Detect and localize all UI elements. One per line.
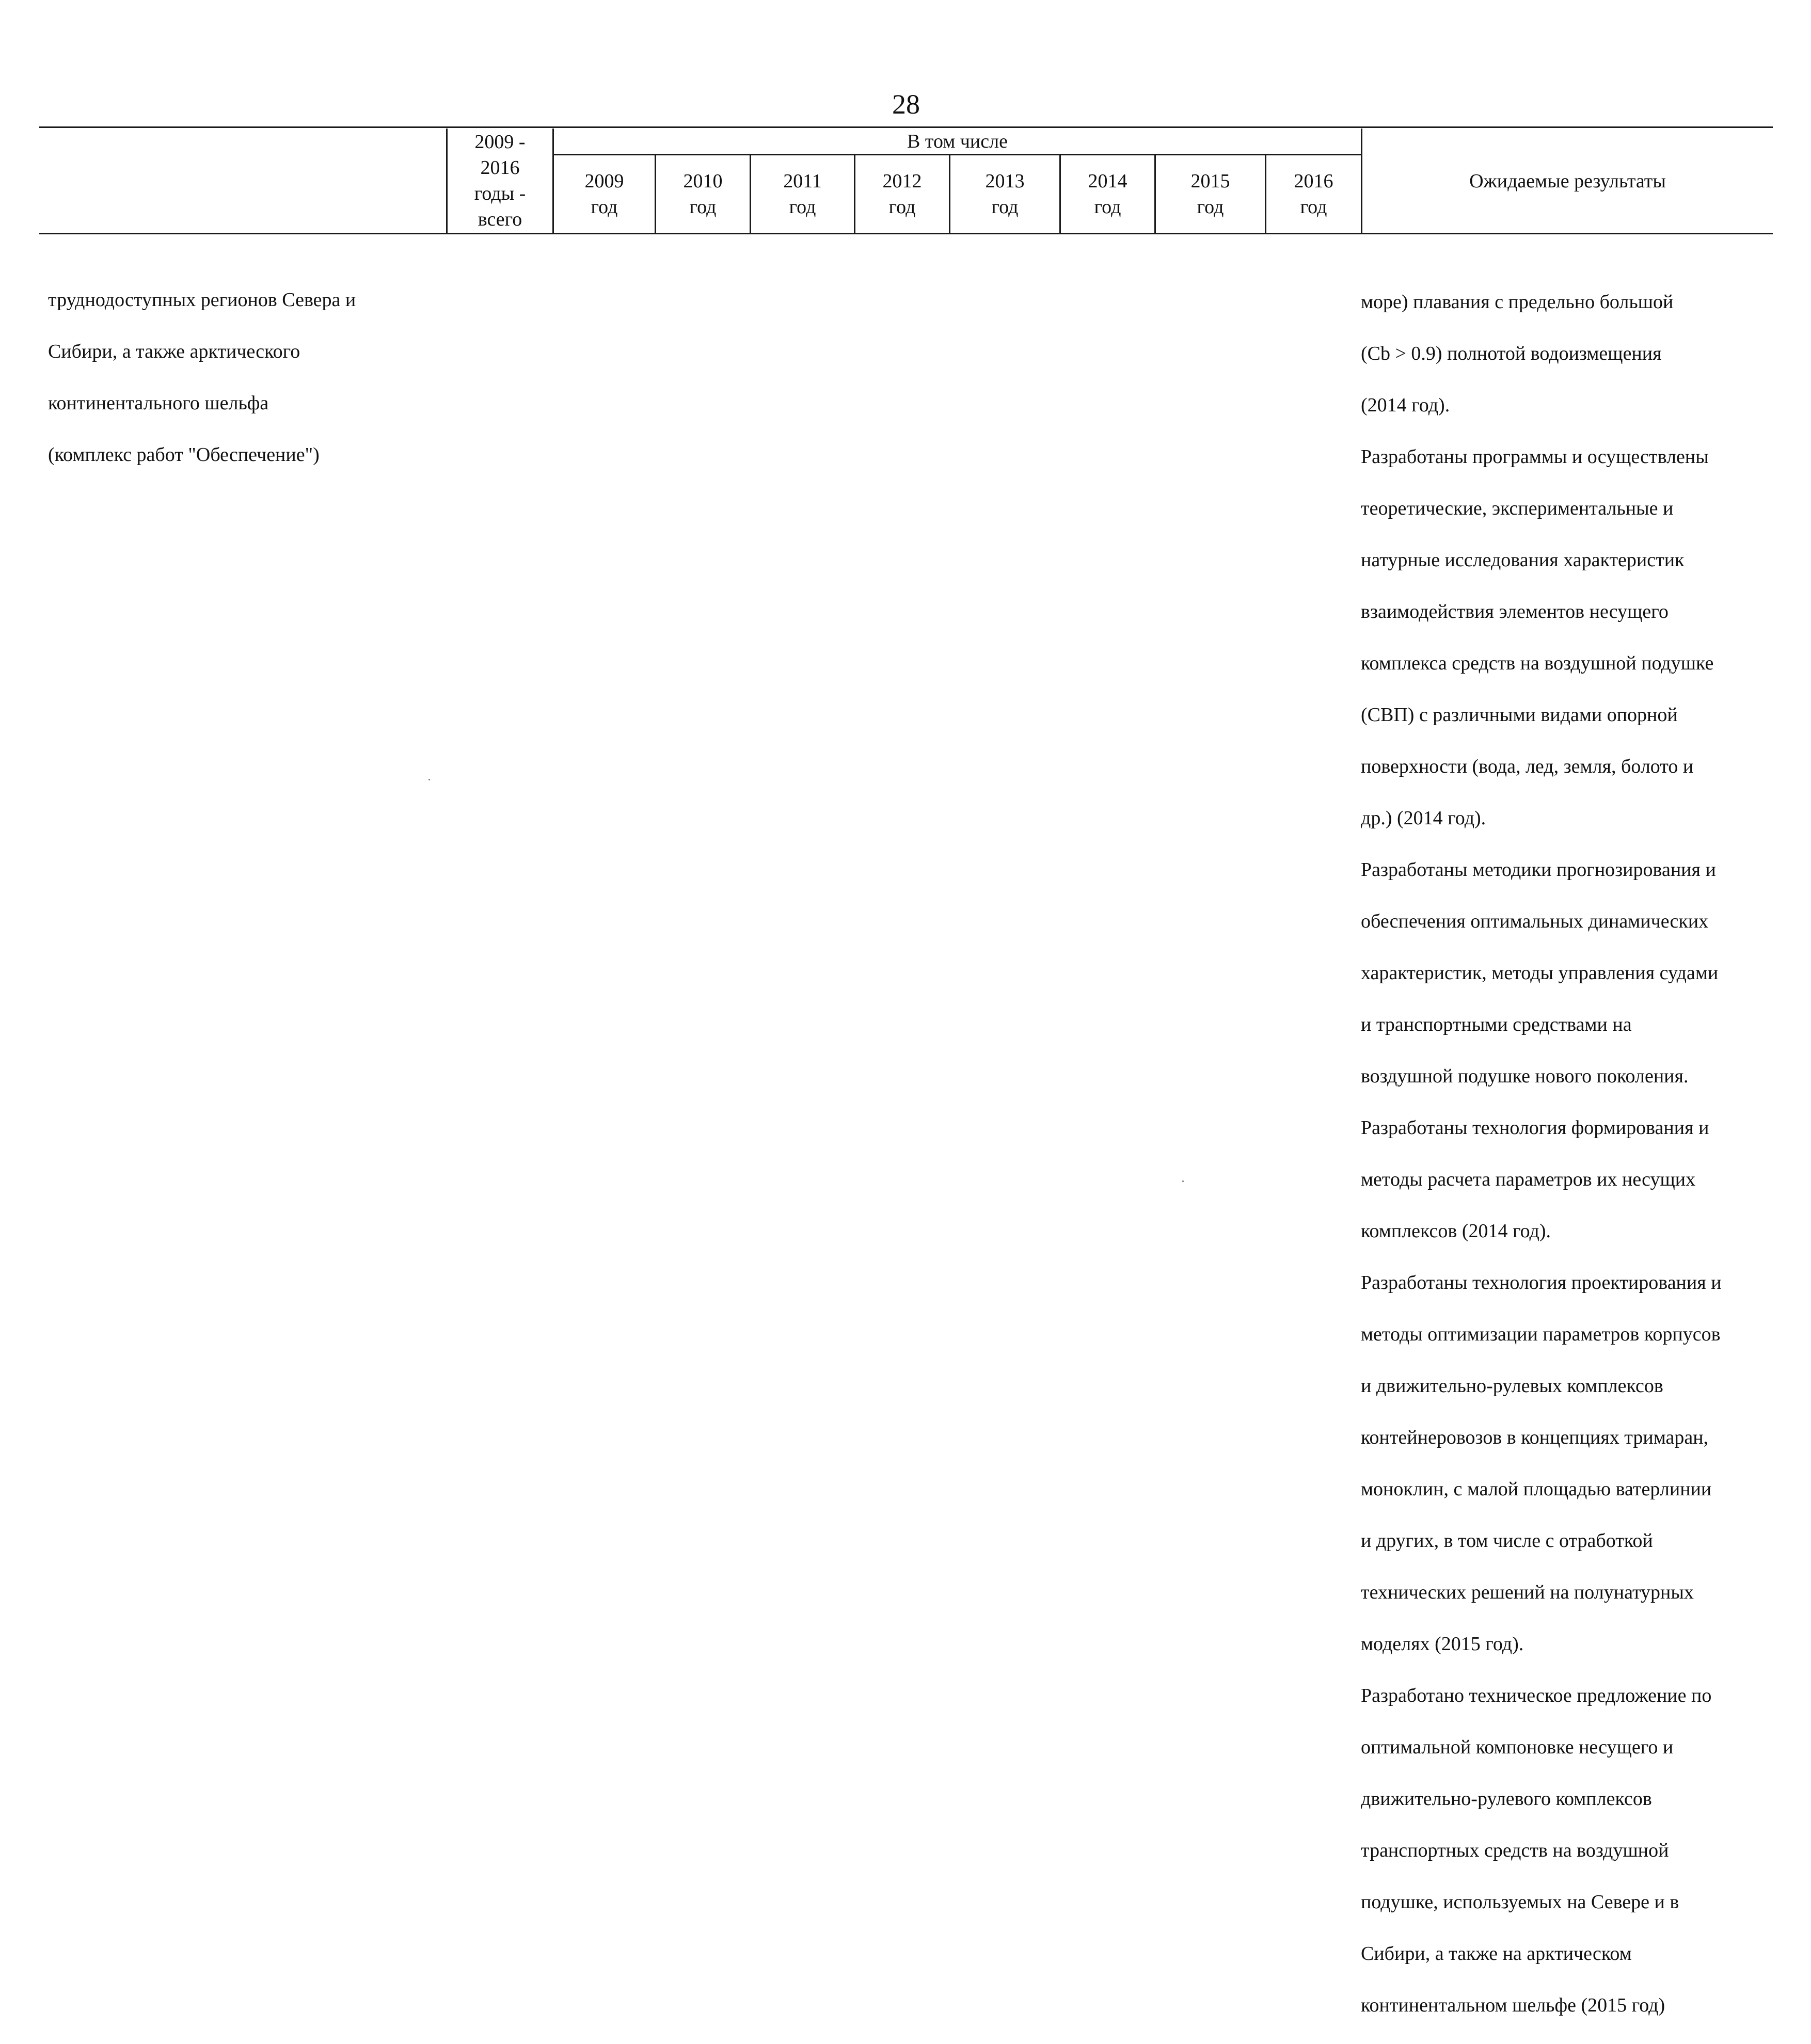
text-line: взаимодействия элементов несущего [1361, 601, 1669, 622]
text-line: и других, в том числе с отработкой [1361, 1530, 1653, 1552]
year-unit: год [991, 196, 1019, 218]
year-label: 2010 [683, 170, 723, 192]
text-line: подушке, используемых на Севере и в [1361, 1891, 1679, 1913]
year-label: 2009 [584, 170, 624, 192]
group-label-rule [552, 154, 1362, 155]
year-unit: год [789, 196, 816, 218]
expected-results-text [1361, 263, 1774, 2044]
text-line: обеспечения оптимальных динамических [1361, 911, 1709, 932]
text-line: транспортных средств на воздушной [1361, 1840, 1669, 1861]
header-top-rule [39, 126, 1773, 128]
year-column-header [656, 168, 750, 220]
text-line: Разработаны методики прогнозирования и [1361, 859, 1716, 881]
text-line: поверхности (вода, лед, земля, болото и [1361, 756, 1694, 777]
page-number: 28 [892, 89, 920, 120]
year-label: 2013 [985, 170, 1025, 192]
text-line: методы оптимизации параметров корпусов [1361, 1323, 1721, 1345]
text-line: (СВП) с различными видами опорной [1361, 704, 1678, 726]
year-label: 2011 [783, 170, 822, 192]
text-line: характеристик, методы управления судами [1361, 962, 1719, 984]
year-column-header [751, 168, 854, 220]
year-unit: год [689, 196, 717, 218]
activity-description [48, 261, 440, 493]
year-column-header [855, 168, 949, 220]
year-label: 2012 [882, 170, 922, 192]
total-header-line: 2009 - [474, 131, 526, 153]
year-unit: год [1094, 196, 1121, 218]
year-column-header [1061, 168, 1154, 220]
text-line: технических решений на полунатурных [1361, 1582, 1694, 1603]
text-line: Разработано техническое предложение по [1361, 1685, 1712, 1706]
text-line: континентального шельфа [48, 392, 269, 414]
total-header-line: всего [478, 209, 522, 230]
year-unit: год [1197, 196, 1224, 218]
text-line: и транспортными средствами на [1361, 1014, 1632, 1035]
year-unit: год [1300, 196, 1327, 218]
text-line: оптимальной компоновке несущего и [1361, 1736, 1674, 1758]
text-line: и движительно-рулевых комплексов [1361, 1375, 1663, 1397]
year-label: 2015 [1190, 170, 1230, 192]
text-line: контейнеровозов в концепциях тримаран, [1361, 1427, 1709, 1448]
scan-speck [1182, 1180, 1184, 1182]
text-line: Сибири, а также на арктическом [1361, 1943, 1632, 1965]
text-line: континентальном шельфе (2015 год) [1361, 1994, 1665, 2016]
text-line: моноклин, с малой площадью ватерлинии [1361, 1478, 1712, 1500]
year-column-header [1156, 168, 1265, 220]
group-label: В том числе [907, 131, 1008, 152]
total-header-line: годы - [474, 183, 526, 204]
year-column-header [1266, 168, 1361, 220]
text-line: моделях (2015 год). [1361, 1633, 1524, 1655]
text-line: (2014 год). [1361, 394, 1450, 416]
text-line: движительно-рулевого комплексов [1361, 1788, 1652, 1810]
year-column-header [950, 168, 1059, 220]
results-column-header: Ожидаемые результаты [1469, 170, 1666, 192]
year-label: 2014 [1088, 170, 1127, 192]
year-label: 2016 [1294, 170, 1333, 192]
text-line: комплекса средств на воздушной подушке [1361, 652, 1714, 674]
year-unit: год [591, 196, 618, 218]
text-line: труднодоступных регионов Севера и [48, 289, 356, 311]
text-line: (комплекс работ "Обеспечение") [48, 444, 320, 466]
total-header-line: 2016 [480, 157, 520, 179]
text-line: Разработаны технология проектирования и [1361, 1272, 1722, 1294]
text-line: теоретические, экспериментальные и [1361, 498, 1674, 519]
text-line: комплексов (2014 год). [1361, 1220, 1551, 1242]
scan-speck [428, 779, 430, 780]
header-bottom-rule [39, 233, 1773, 234]
year-column-header [554, 168, 655, 220]
text-line: методы расчета параметров их несущих [1361, 1169, 1696, 1190]
text-line: воздушной подушке нового поколения. [1361, 1065, 1689, 1087]
text-line: (Cb > 0.9) полнотой водоизмещения [1361, 343, 1662, 364]
total-column-header [448, 129, 552, 232]
year-unit: год [888, 196, 916, 218]
text-line: натурные исследования характеристик [1361, 549, 1685, 571]
text-line: Сибири, а также арктического [48, 341, 300, 362]
text-line: море) плавания с предельно большой [1361, 291, 1674, 313]
text-line: др.) (2014 год). [1361, 807, 1486, 829]
text-line: Разработаны технология формирования и [1361, 1117, 1709, 1139]
text-line: Разработаны программы и осуществлены [1361, 446, 1709, 468]
